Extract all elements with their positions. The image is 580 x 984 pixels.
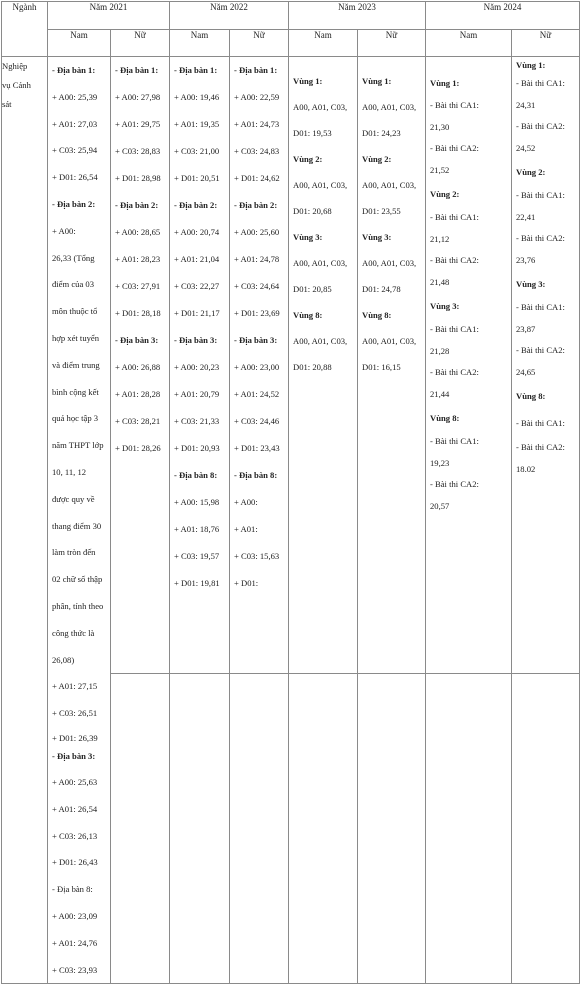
region-label: - Địa bàn 2:: [234, 200, 278, 210]
score-line: + C03: 28,21: [115, 416, 161, 426]
region-label: Vùng 3:: [516, 279, 546, 289]
score-line: + A01: 24,52: [234, 389, 280, 399]
score-line: + D01: 28,98: [115, 173, 161, 183]
exam-score: 20,57: [430, 500, 450, 511]
cell-2022-nu: [230, 57, 289, 984]
region-label: Vùng 2:: [293, 154, 323, 164]
exam-score: 18.02: [516, 463, 536, 474]
nganh-line: sát: [2, 99, 12, 109]
score-line: + D01: 20,93: [174, 443, 220, 453]
score-line: + C03: 23,93: [52, 964, 98, 975]
score-line: + A00: 19,46: [174, 92, 220, 102]
region-label: - Địa bàn 2:: [174, 200, 218, 210]
header-2024-nam: Nam: [426, 30, 512, 57]
score-line: + D01: 20,51: [174, 173, 220, 183]
score-line: + A01: 24,76: [52, 937, 98, 948]
exam-score: 24,31: [516, 99, 536, 110]
region-label: Vùng 1:: [430, 78, 460, 88]
score-line: + A00: 23,09: [52, 910, 98, 921]
score-line: + A00: 23,00: [234, 362, 280, 372]
exam-score: 22,41: [516, 211, 536, 222]
score-line: + A00: 15,98: [174, 497, 220, 507]
row-divider: [230, 673, 288, 674]
score-line: + D01: 24,62: [234, 173, 280, 183]
score-line: + A01:: [234, 524, 258, 534]
header-nganh: Ngành: [2, 2, 48, 57]
region-label: Vùng 2:: [516, 167, 546, 177]
score-line: + D01: 26,43: [52, 857, 98, 868]
exam-score: 21,12: [430, 233, 450, 244]
score-line: + D01: 26,54: [52, 172, 98, 183]
cell-2021-nam: [48, 57, 111, 984]
region-label: Vùng 8:: [362, 310, 392, 320]
score-line: D01: 23,55: [362, 206, 401, 216]
exam-label: - Bài thi CA2:: [516, 345, 565, 355]
score-line: + D01: 21,17: [174, 308, 220, 318]
note-line: phân, tính theo: [52, 600, 104, 611]
exam-label: - Bài thi CA2:: [516, 233, 565, 243]
score-line: + C03: 24,83: [234, 146, 280, 156]
score-line: + D01: 26,39: [52, 732, 98, 743]
score-line: + A01: 28,23: [115, 254, 161, 264]
score-line: + A01: 20,79: [174, 389, 220, 399]
exam-label: - Bài thi CA1:: [516, 418, 565, 428]
region-label: Vùng 2:: [430, 189, 460, 199]
exam-score: 24,65: [516, 366, 536, 377]
score-line: + A01: 24,73: [234, 119, 280, 129]
note-line: 26,08): [52, 654, 75, 665]
note-line: 02 chữ số thập: [52, 574, 103, 585]
header-2024-nu: Nữ: [512, 30, 580, 57]
score-line: A00, A01, C03,: [362, 102, 417, 112]
exam-score: 21,52: [430, 164, 450, 175]
score-line: A00, A01, C03,: [362, 258, 417, 268]
nganh-line: vụ Cảnh: [2, 80, 31, 90]
exam-label: - Bài thi CA1:: [430, 212, 479, 222]
note-line: hợp xét tuyển: [52, 332, 100, 343]
note-line: năm THPT lớp: [52, 440, 104, 451]
score-line: + D01: 19,81: [174, 578, 220, 588]
region-label: - Địa bàn 2:: [52, 198, 96, 209]
region-label: Vùng 8:: [293, 310, 323, 320]
row-divider: [512, 673, 579, 674]
score-line: + C03: 28,83: [115, 146, 161, 156]
score-line: + A00: 28,65: [115, 227, 161, 237]
score-line: + D01: 28,18: [115, 308, 161, 318]
region-label: - Địa bàn 3:: [234, 335, 278, 345]
exam-score: 23,87: [516, 323, 536, 334]
header-2022-nu: Nữ: [230, 30, 289, 57]
note-line: và điểm trung: [52, 359, 100, 370]
region-label: - Địa bàn 8:: [174, 470, 218, 480]
header-2022-nam: Nam: [170, 30, 230, 57]
score-line: + C03: 19,57: [174, 551, 220, 561]
score-line: + A01: 21,04: [174, 254, 220, 264]
note-line: công thức là: [52, 627, 95, 638]
score-line: + A00: 27,98: [115, 92, 161, 102]
score-line: + A01: 24,78: [234, 254, 280, 264]
row-divider: [426, 673, 511, 674]
exam-label: - Bài thi CA1:: [430, 100, 479, 110]
region-label: Vùng 3:: [293, 232, 323, 242]
region-label: - Địa bàn 3:: [52, 750, 96, 761]
exam-label: - Bài thi CA2:: [430, 479, 479, 489]
score-line: + C03: 15,63: [234, 551, 280, 561]
note-line: bình cộng kết: [52, 386, 99, 397]
score-line: + A00: 26,88: [115, 362, 161, 372]
score-line: + A00:: [234, 497, 258, 507]
region-label: - Địa bàn 3:: [174, 335, 218, 345]
region-label: - Địa bàn 1:: [115, 65, 159, 75]
exam-label: - Bài thi CA2:: [430, 255, 479, 265]
score-line: A00, A01, C03,: [293, 258, 348, 268]
region-label: Vùng 1:: [516, 60, 546, 70]
score-line: + C03: 26,51: [52, 708, 98, 719]
cell-2024-nu: [512, 57, 580, 984]
nganh-cell: [2, 57, 48, 984]
region-label: - Địa bàn 3:: [115, 335, 159, 345]
score-line: D01: 19,53: [293, 128, 332, 138]
score-line: + D01:: [234, 578, 259, 588]
score-line: + C03: 21,33: [174, 416, 220, 426]
score-line: + A01: 26,54: [52, 803, 98, 814]
row-divider: [358, 673, 425, 674]
score-line: + C03: 26,13: [52, 830, 98, 841]
nganh-line: Nghiệp: [2, 61, 28, 71]
exam-label: - Bài thi CA2:: [430, 143, 479, 153]
cell-2024-nam: [426, 57, 512, 984]
header-year-2021: Năm 2021: [48, 2, 170, 30]
row-divider: [289, 673, 357, 674]
exam-score: 21,30: [430, 121, 450, 132]
region-label: Vùng 2:: [362, 154, 392, 164]
score-line: D01: 20,68: [293, 206, 332, 216]
score-line: + C03: 24,64: [234, 281, 280, 291]
exam-score: 21,44: [430, 388, 450, 399]
row-divider: [170, 673, 229, 674]
exam-score: 19,23: [430, 457, 450, 468]
score-line: + C03: 22,27: [174, 281, 220, 291]
exam-label: - Bài thi CA1:: [430, 324, 479, 334]
region-label: Vùng 1:: [293, 76, 323, 86]
score-line: A00, A01, C03,: [362, 180, 417, 190]
region-label: - Địa bàn 1:: [52, 65, 96, 75]
score-line: + A01: 27,03: [52, 118, 98, 129]
score-line: + A00: 20,74: [174, 227, 220, 237]
cell-2023-nu: [358, 57, 426, 984]
score-line: + A01: 28,28: [115, 389, 161, 399]
header-year-2022: Năm 2022: [170, 2, 289, 30]
score-line: + C03: 25,94: [52, 145, 98, 156]
row-divider: [111, 673, 169, 674]
cell-2023-nam: [289, 57, 358, 984]
score-line: A00, A01, C03,: [362, 336, 417, 346]
exam-score: 24,52: [516, 142, 536, 153]
score-line: D01: 20,88: [293, 362, 332, 372]
score-line: + D01: 28,26: [115, 443, 161, 453]
score-line: + D01: 23,43: [234, 443, 280, 453]
score-line: + C03: 21,00: [174, 146, 220, 156]
region-label: - Địa bàn 1:: [234, 65, 278, 75]
score-line: + A00: 25,63: [52, 776, 98, 787]
note-line: điểm của 03: [52, 279, 94, 290]
note-line: làm tròn đến: [52, 547, 96, 558]
admission-score-table: [1, 1, 580, 984]
score-line: A00, A01, C03,: [293, 102, 348, 112]
note-line: môn thuộc tổ: [52, 306, 98, 317]
exam-score: 21,28: [430, 345, 450, 356]
exam-score: 23,76: [516, 254, 536, 265]
cell-2021-nu: [111, 57, 170, 984]
score-line: + A01: 19,35: [174, 119, 220, 129]
note-line: được quy về: [52, 493, 95, 504]
score-line: A00, A01, C03,: [293, 336, 348, 346]
exam-label: - Bài thi CA1:: [516, 302, 565, 312]
header-2021-nam: Nam: [48, 30, 111, 57]
exam-label: - Bài thi CA2:: [430, 367, 479, 377]
region-label: Vùng 3:: [430, 301, 460, 311]
exam-label: - Bài thi CA1:: [516, 190, 565, 200]
header-2023-nam: Nam: [289, 30, 358, 57]
score-line: + A00: 25,60: [234, 227, 280, 237]
note-line: thang điểm 30: [52, 520, 102, 531]
score-line: + A01: 29,75: [115, 119, 161, 129]
region-label: - Địa bàn 8:: [52, 884, 93, 895]
region-label: Vùng 8:: [516, 391, 546, 401]
score-line: + A00:: [52, 225, 76, 236]
score-line: D01: 16,15: [362, 362, 401, 372]
exam-label: - Bài thi CA2:: [516, 121, 565, 131]
score-line: + A01: 18,76: [174, 524, 220, 534]
score-line: + A00: 25,39: [52, 91, 98, 102]
region-label: Vùng 8:: [430, 413, 460, 423]
note-line: 10, 11, 12: [52, 466, 87, 477]
region-label: Vùng 1:: [362, 76, 392, 86]
exam-label: - Bài thi CA1:: [430, 436, 479, 446]
score-line: + A00: 20,23: [174, 362, 220, 372]
header-year-2023: Năm 2023: [289, 2, 426, 30]
score-line: D01: 20,85: [293, 284, 332, 294]
header-2023-nu: Nữ: [358, 30, 426, 57]
score-line: D01: 24,78: [362, 284, 401, 294]
exam-label: - Bài thi CA2:: [516, 442, 565, 452]
exam-label: - Bài thi CA1:: [516, 78, 565, 88]
header-2021-nu: Nữ: [111, 30, 170, 57]
region-label: Vùng 3:: [362, 232, 392, 242]
score-line: + C03: 24,46: [234, 416, 280, 426]
region-label: - Địa bàn 2:: [115, 200, 159, 210]
score-line: + C03: 27,91: [115, 281, 161, 291]
score-line: D01: 24,23: [362, 128, 401, 138]
score-line: + A01: 27,15: [52, 681, 98, 692]
note-line: quả học tập 3: [52, 413, 99, 424]
score-line: + A00: 22,59: [234, 92, 280, 102]
note-line: 26,33 (Tổng: [52, 252, 95, 263]
exam-score: 21,48: [430, 276, 450, 287]
header-year-2024: Năm 2024: [426, 2, 580, 30]
score-line: A00, A01, C03,: [293, 180, 348, 190]
score-line: + D01: 23,69: [234, 308, 280, 318]
region-label: - Địa bàn 1:: [174, 65, 218, 75]
cell-2022-nam: [170, 57, 230, 984]
region-label: - Địa bàn 8:: [234, 470, 278, 480]
